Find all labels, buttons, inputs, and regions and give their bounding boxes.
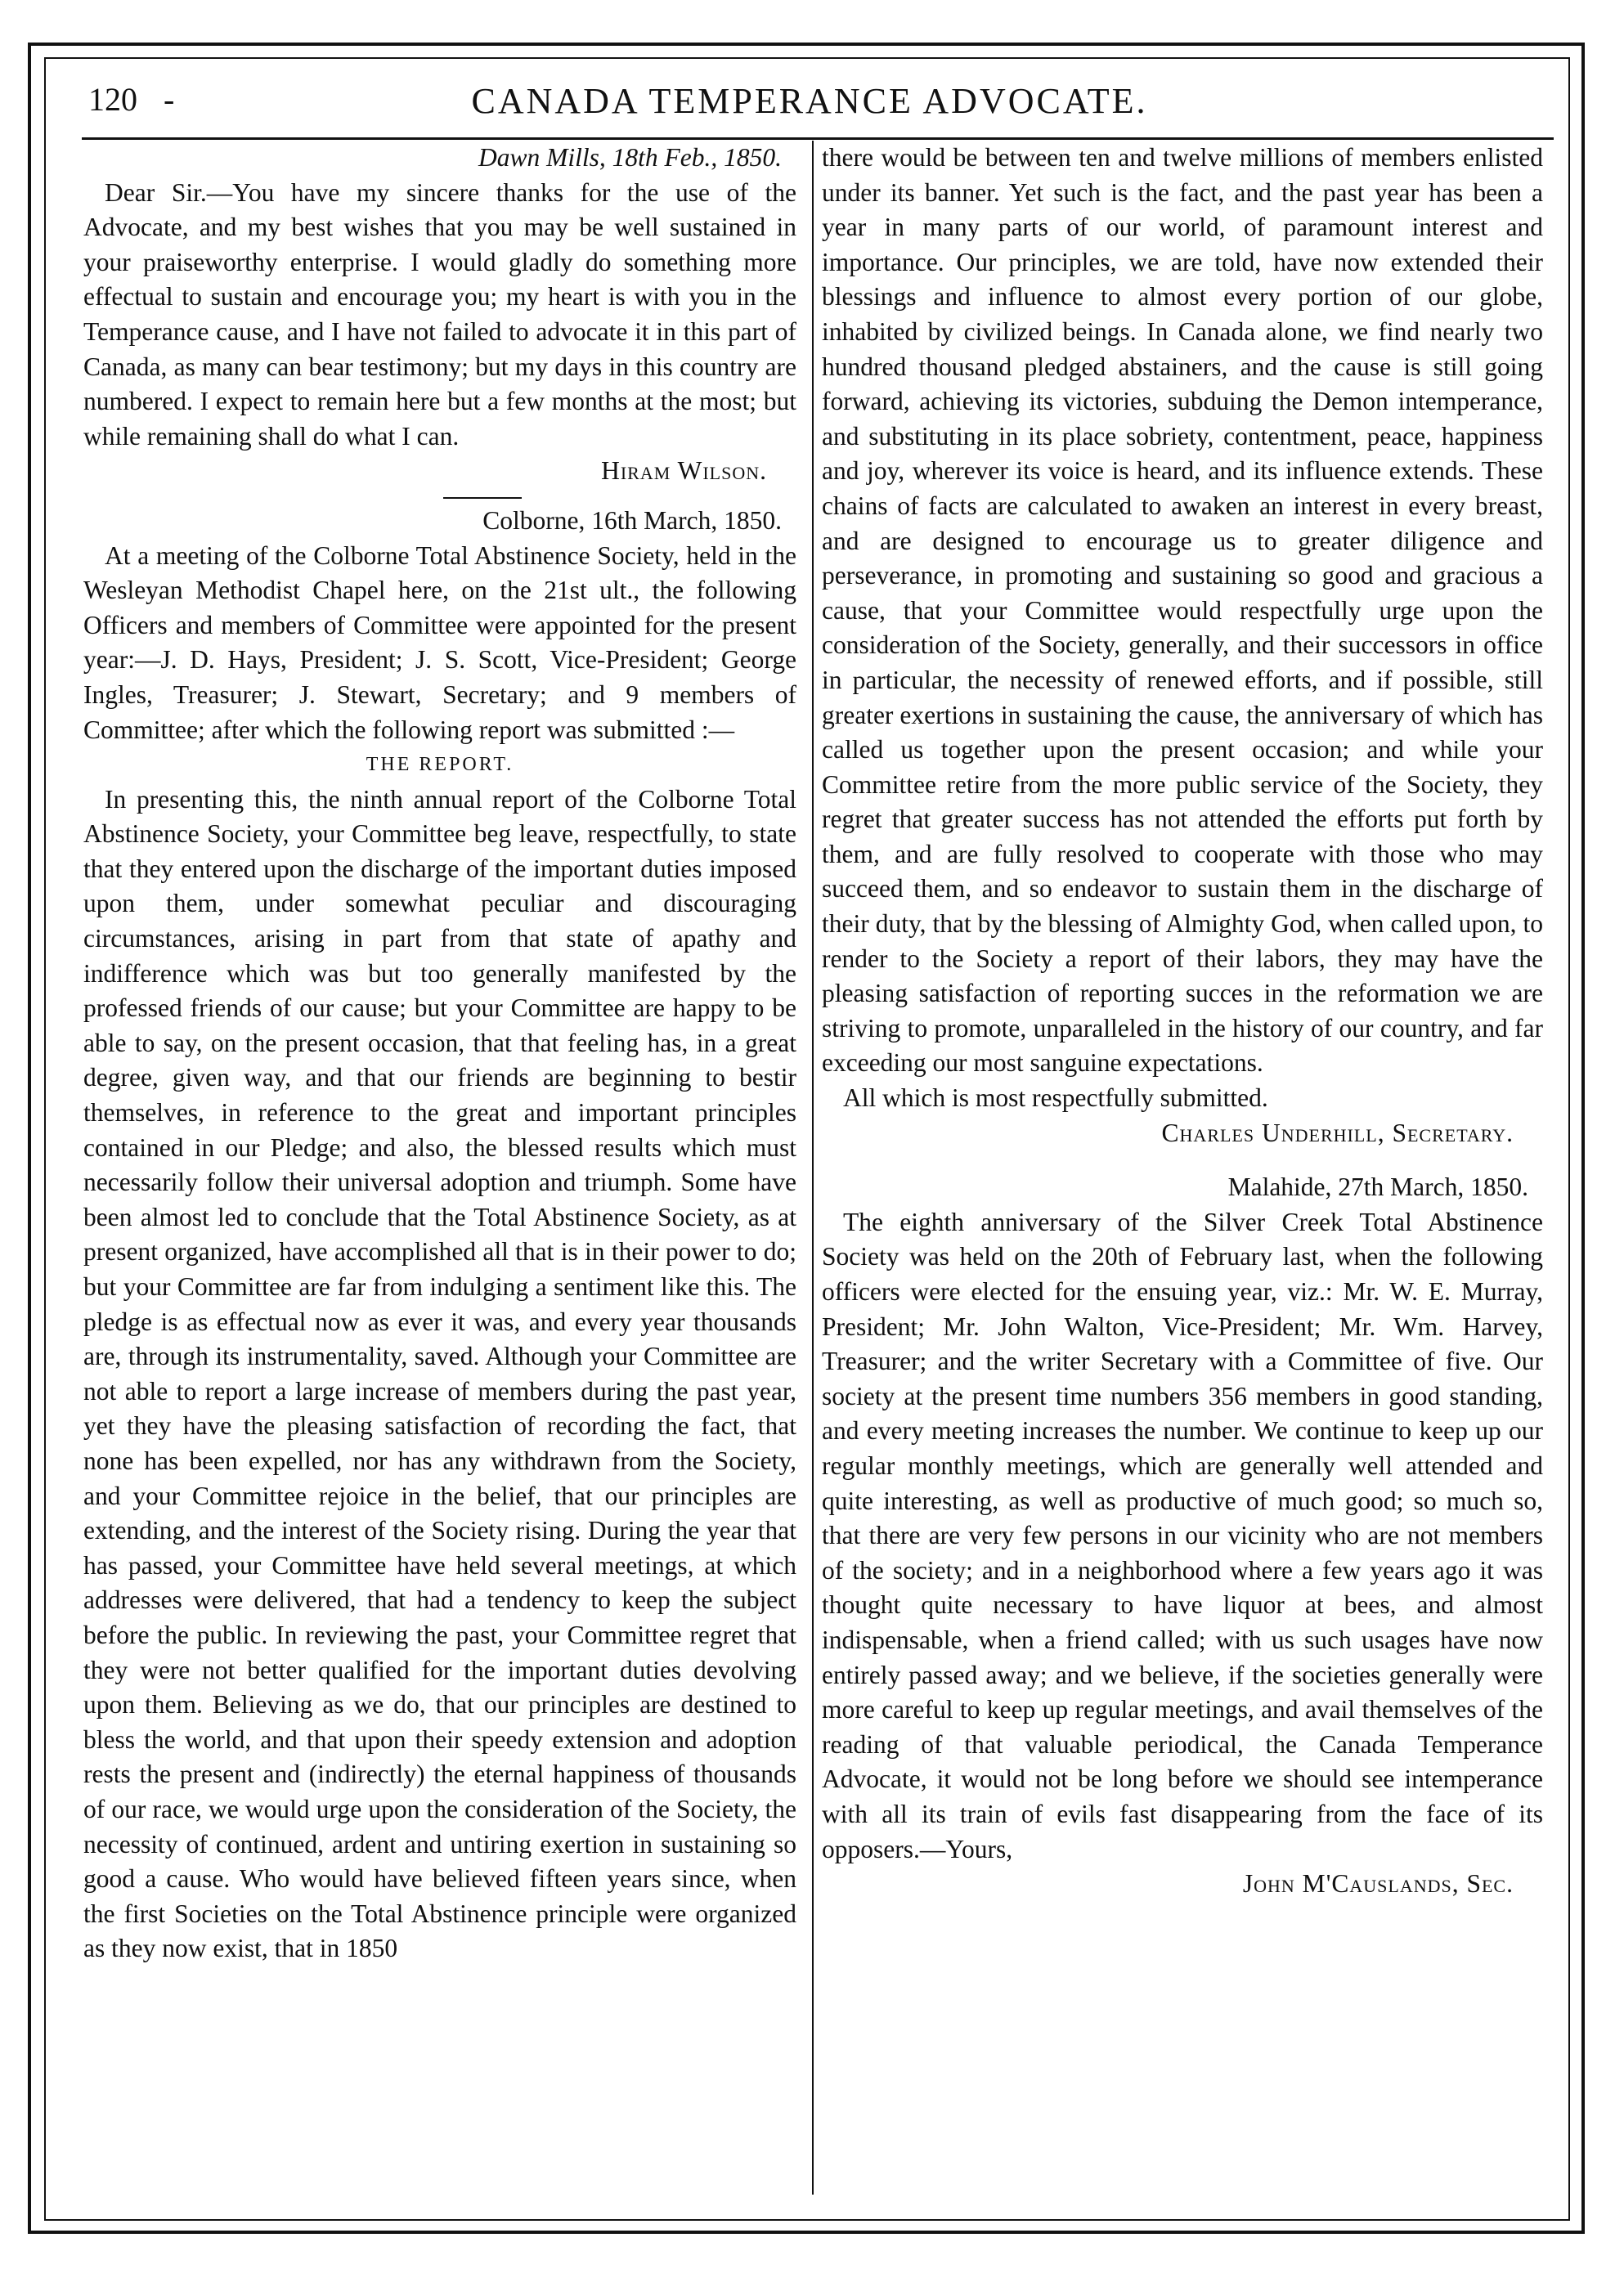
header-rule	[82, 137, 1554, 140]
dateline-dawn-mills: Dawn Mills, 18th Feb., 1850.	[478, 143, 782, 172]
meeting-paragraph: At a meeting of the Colborne Total Abstinence Society, held in the Wesleyan Methodist Chapel here, on the 21st ult., the following Officers and members of Committee were appointed for the present year:—J. D. Hays, President; J. S. Scott, Vice-President; George Ingles, Treasurer; J. Stewart, Secretary; and 9 members of Committee; after which the following report was submitted :—	[83, 540, 796, 744]
page-number: 120	[88, 81, 137, 118]
signature-wilson: Hiram Wilson.	[601, 456, 767, 486]
page-header	[82, 80, 1537, 129]
masthead-title: CANADA TEMPERANCE ADVOCATE.	[471, 81, 1148, 121]
letter-malahide: The eighth anniversary of the Silver Creek Total Abstinence Society was held on the 20th of February last, when the following officers were elected for the ensuing year, viz.: Mr. W. E. Murray, President; Mr. John Walton, Vice-President; Mr. Wm. Harvey, Treasurer; and the writer Secretary with a Committee of five. Our society at the present time numbers 356 members in good standing, and every meeting increases the number. We continue to keep up our regular monthly meetings, which are generally well attended and quite interesting, as well as productive of much good; so much so, that there are very few persons in our vicinity who are not members of the society; and in a neighborhood where a few years ago it was thought quite necessary to have liquor at bees, and almost indispensable, when a friend called; with us such usages have now entirely passed away; and we believe, if the societies generally were more careful to keep up regular meetings, and avail themselves of the reading of that valuable periodical, the Canada Temperance Advocate, it would not be long before we should see intemperance with all its train of evils fast disappearing from the face of its opposers.—Yours,	[822, 1207, 1543, 1863]
report-heading: THE REPORT.	[366, 754, 514, 776]
dateline-malahide: Malahide, 27th March, 1850.	[1227, 1173, 1528, 1202]
report-continuation: there would be between ten and twelve millions of members enlisted under its banner. Yet such is the fact, and the past year has been a year in many parts of our world, of paramount interest and importance. Our principles, we are told, have now extended their blessings and influence to almost every portion of our globe, inhabited by civilized beings. In Canada alone, we find nearly two hundred thousand pledged abstainers, and the cause is still going forward, achieving its victories, subduing the Demon intemperance, and substituting in its place sobriety, contentment, peace, happiness and joy, wherever its voice is heard, and its influence extends. These chains of facts are calculated to awaken an interest in every breast, and are designed to encourage us to greater diligence and perseverance, in promoting and sustaining so good and gracious a cause, that your Committee would respectfully urge upon the consideration of the Society, generally, and their successors in office in particular, the necessity of renewed efforts, and if possible, still greater exertions in sustaining the cause, the anniversary of which has called us together upon the present occasion; and while your Committee retire from the more public service of the Society, they regret that greater success has not attended the efforts put forth by them, and are fully resolved to cooperate with those who may succeed them, and so endeavor to sustain them in the discharge of their duty, that by the blessing of Almighty God, when called upon, to render to the Society a report of their labors, they may have the pleasing satisfaction of reporting succes in the reformation we are striving to promote, unparalleled in the history of our country, and far exceeding our most sanguine expectations.	[822, 143, 1543, 1078]
right-column	[822, 141, 1543, 2185]
column-divider	[812, 141, 814, 2195]
signature-mccauslands: John M'Causlands, Sec.	[1242, 1869, 1514, 1899]
signature-underhill: Charles Underhill, Secretary.	[1161, 1118, 1514, 1147]
header-dash: -	[164, 81, 175, 118]
report-paragraph: In presenting this, the ninth annual report of the Colborne Total Abstinence Society, your Committee beg leave, respectfully, to state that they entered upon the discharge of the important duties imposed upon them, under somewhat peculiar and discouraging circumstances, arising in part from that state of apathy and indifference which was but too generally manifested by the professed friends of our cause; but your Committee are happy to be able to say, on the present occasion, that that feeling has, in a great degree, given way, and that our friends are beginning to bestir themselves, in reference to the great and important principles contained in our Pledge; and also, the blessed results which must necessarily follow their universal adoption and triumph. Some have been almost led to conclude that the Total Abstinence Society, as at present organized, have accomplished all that is in their power to do; but your Committee are far from indulging a sentiment like this. The pledge is as effectual now as ever it was, and every year thousands are, through its instrumentality, saved. Although your Committee are not able to report a large increase of members during the past year, yet they have the pleasing satisfaction of recording the fact, that none has been expelled, nor has any withdrawn from the Society, and your Committee rejoice in the belief, that our principles are extending, and the interest of the Society rising. During the year that has passed, your Committee have held several meetings, at which addresses were delivered, that had a tendency to keep the subject before the public. In reviewing the past, your Committee regret that they were not better qualified for the important duties devolving upon them. Believing as we do, that our principles are destined to bless the world, and that upon their speedy extension and adoption rests the present and (indirectly) the eternal happiness of thousands of our race, we would urge upon the consideration of the Society, the necessity of continued, ardent and untiring exertion in sustaining so good a cause. Who would have believed fifteen years since, when the first Societies on the Total Abstinence principle were organized as they now exist, that in 1850	[83, 784, 796, 1963]
spacer	[822, 1150, 1543, 1170]
left-column	[83, 141, 796, 2185]
letter-wilson: Dear Sir.—You have my sincere thanks for the use of the Advocate, and my best wishes that you may be well sustained in your praiseworthy enterprise. I would gladly do something more effectual to sustain and encourage you; my heart is with you in the Temperance cause, and I have not failed to advocate it in this part of Canada, as many can bear testimony; but my days in this country are numbered. I expect to remain here but a few months at the most; but while remaining shall do what I can.	[83, 177, 796, 451]
section-rule	[443, 497, 522, 499]
dateline-colborne: Colborne, 16th March, 1850.	[482, 505, 782, 535]
closing-line: All which is most respectfully submitted.	[843, 1083, 1268, 1113]
